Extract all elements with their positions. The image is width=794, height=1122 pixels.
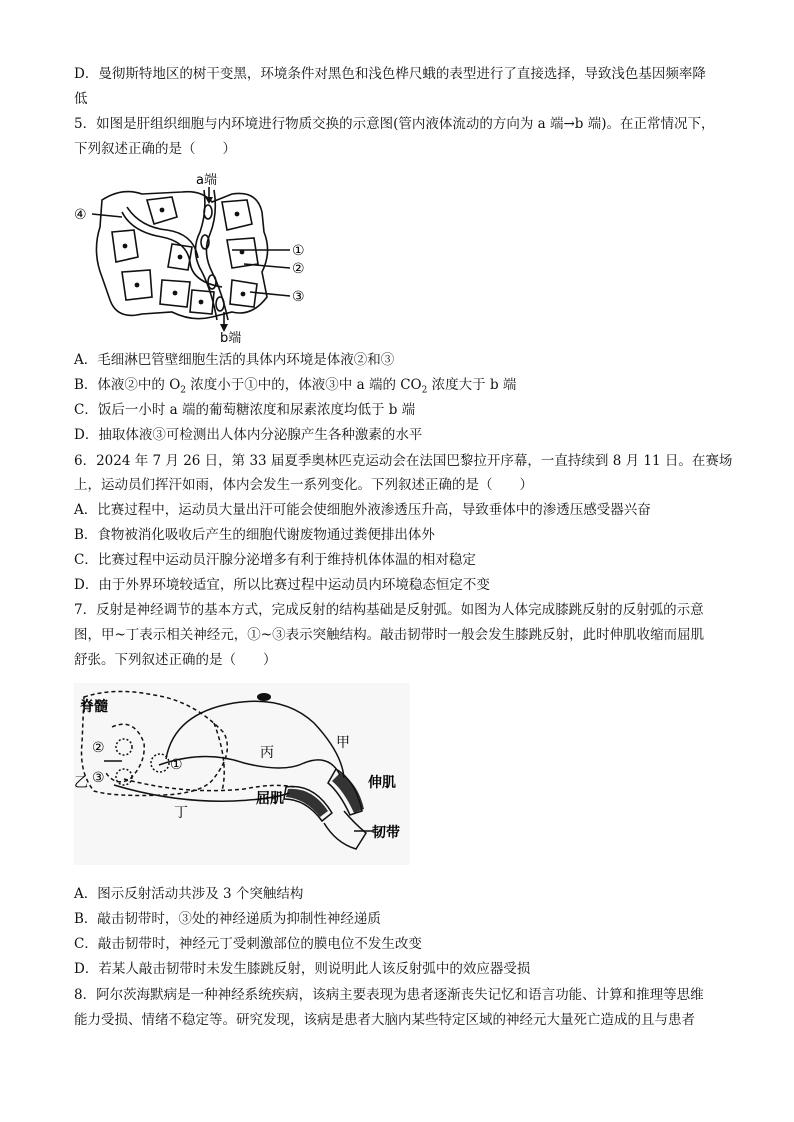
q7-option-a: A．图示反射活动共涉及 3 个突触结构 [74,886,304,902]
q7-option-d: D．若某人敲击韧带时未发生膝跳反射，则说明此人该反射弧中的效应器受损 [74,961,531,977]
q5-option-c: C．饭后一小时 a 端的葡萄糖浓度和尿素浓度均低于 b 端 [74,402,416,418]
q5-fig-label-2: ② [292,261,305,277]
q6-option-d: D．由于外界环境较适宜，所以比赛过程中运动员内环境稳态恒定不变 [74,577,490,593]
q6-option-b: B．食物被消化吸收后产生的细胞代谢废物通过粪便排出体外 [74,527,435,543]
q6-option-a: A．比赛过程中，运动员大量出汗可能会使细胞外液渗透压升高，导致垂体中的渗透压感受器兴奋 [74,502,651,518]
q7-fig-neuron-yi-label: 乙 [74,775,88,791]
q5-option-a: A．毛细淋巴管壁细胞生活的具体内环境是体液②和③ [74,352,395,368]
q7-fig-neuron-ding-label: 丁 [174,805,188,821]
q5-stem-line2: 下列叙述正确的是（ ） [74,141,236,157]
q7-stem-line2: 图，甲~丁表示相关神经元，①~③表示突触结构。敲击韧带时一般会发生膝跳反射，此时伸肌收缩而屈肌 [74,627,705,643]
q5-fig-label-3: ③ [292,289,305,305]
q7-stem-line3: 舒张。下列叙述正确的是（ ） [74,652,277,668]
q5-fig-label-b-end: b端 [220,331,242,344]
q5-option-d: D．抽取体液③可检测出人体内分泌腺产生各种激素的水平 [74,427,423,443]
q4-option-d-line1: D．曼彻斯特地区的树干变黑，环境条件对黑色和浅色桦尺蛾的表型进行了直接选择，导致浅色基因频率降 [74,66,706,82]
q7-stem-line1: 7．反射是神经调节的基本方式，完成反射的结构基础是反射弧。如图为人体完成膝跳反射的反射弧的示意 [74,602,704,618]
q5-stem-line1: 5．如图是肝组织细胞与内环境进行物质交换的示意图(管内液体流动的方向为 a 端→b 端)。在正常情况下， [74,116,715,132]
q7-fig-extensor-label: 伸肌 [368,775,396,791]
q7-option-c: C．敲击韧带时，神经元丁受刺激部位的膜电位不发生改变 [74,936,422,952]
q5-fig-label-a-end: a端 [196,173,217,188]
q7-fig-synapse-2-label: ② [92,740,105,756]
q7-fig-neuron-jia-label: 甲 [336,735,350,751]
q7-fig-synapse-3-label: ③ [92,770,105,786]
q7-fig-ligament-label: 韧带 [372,825,400,841]
q7-fig-neuron-bing-label: 丙 [260,745,274,761]
q7-fig-spinal-cord-label: 脊髓 [80,699,108,715]
q5-liver-tissue-figure [72,172,322,344]
q6-option-c: C．比赛过程中运动员汗腺分泌增多有利于维持机体体温的相对稳定 [74,552,476,568]
q5-fig-label-1: ① [292,243,305,259]
q4-option-d-line2: 低 [74,91,88,107]
q7-reflex-arc-figure [74,683,410,865]
q8-stem-line2: 能力受损、情绪不稳定等。研究发现，该病是患者大脑内某些特定区域的神经元大量死亡造成的且与患者 [74,1012,695,1028]
q6-stem-line1: 6．2024 年 7 月 26 日，第 33 届夏季奥林匹克运动会在法国巴黎拉开序幕，一直持续到 8 月 11 日。在赛场 [74,453,733,469]
q7-fig-synapse-1-label: ① [170,757,183,773]
q7-fig-flexor-label: 屈肌 [256,791,284,807]
q5-fig-label-4: ④ [74,207,87,223]
q8-stem-line1: 8．阿尔茨海默病是一种神经系统疾病，该病主要表现为患者逐渐丧失记忆和语言功能、计算和推理等思维 [74,987,704,1003]
q5-option-b: B．体液②中的 $O_2$ 浓度小于①中的，体液③中 a 端的 $CO_2$ 浓度大于 b 端 [74,377,517,396]
q6-stem-line2: 上，运动员们挥汗如雨，体内会发生一系列变化。下列叙述正确的是（ ） [74,477,533,493]
q7-option-b: B．敲击韧带时，③处的神经递质为抑制性神经递质 [74,911,381,927]
